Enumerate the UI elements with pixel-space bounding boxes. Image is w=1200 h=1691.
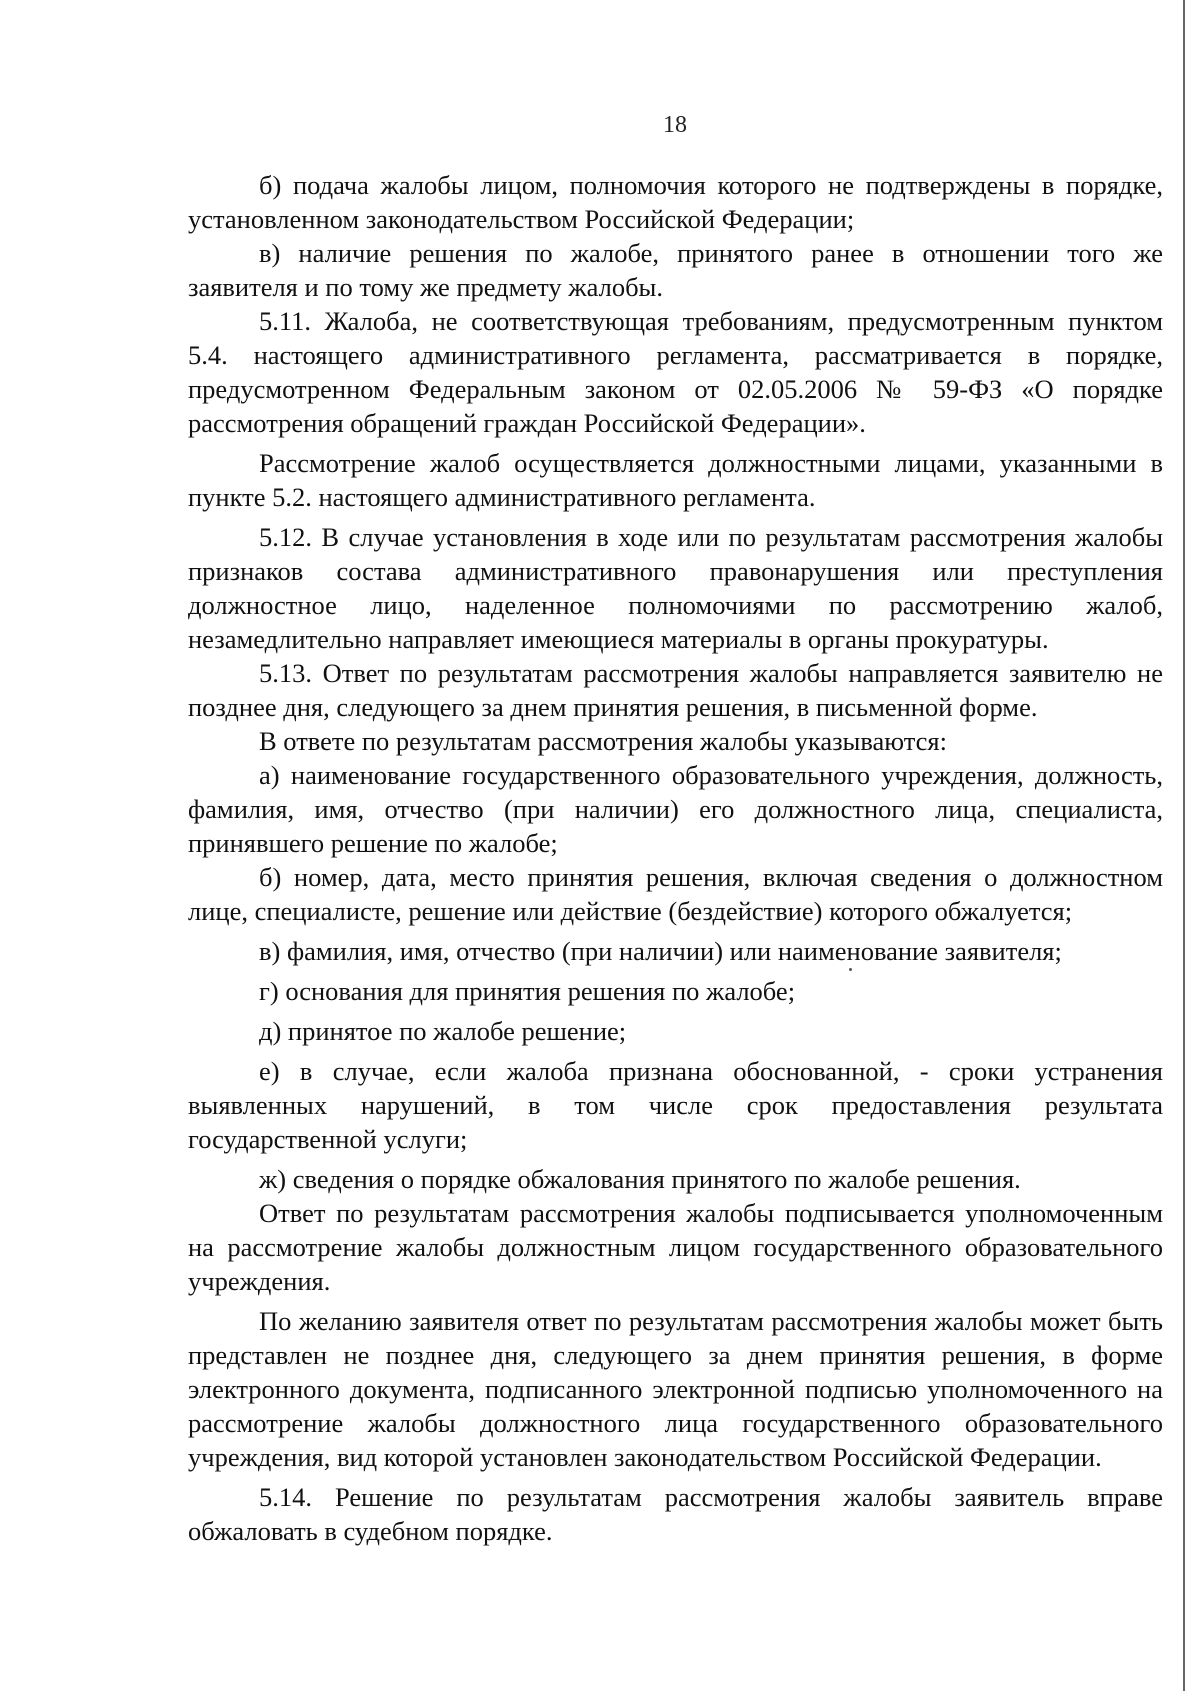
paragraph-prior-decision: в) наличие решения по жалобе, принятого ранее в отношении того же заявителя и по тому же предмету жалобы.	[188, 238, 1163, 302]
paragraph-complaint-unauthorized: б) подача жалобы лицом, полномочия которого не подтверждены в порядке, установленном законодательством Российской Федерации;	[188, 170, 1163, 234]
paragraph-item-zh: ж) сведения о порядке обжалования принятого по жалобе решения.	[259, 1164, 1021, 1194]
paragraph-electronic-answer: По желанию заявителя ответ по результатам рассмотрения жалобы может быть представлен не позднее дня, следующего за днем принятия решения, в форме электронного документа, подписанного электронной подписью уполномоченного на рассмотрение жалобы должностного лица государственного образовательного учреждения, вид которой установлен законодательством Российской Федерации.	[188, 1306, 1163, 1472]
paragraph-5-13: 5.13. Ответ по результатам рассмотрения жалобы направляется заявителю не позднее дня, следующего за днем принятия решения, в письменной форме.	[188, 658, 1163, 722]
paragraph-5-11: 5.11. Жалоба, не соответствующая требованиям, предусмотренным пунктом 5.4. настоящего административного регламента, рассматривается в порядке, предусмотренном Федеральным законом от 02.05.2006 № 59-ФЗ «О порядке рассмотрения обращений граждан Российской Федерации».	[188, 306, 1163, 438]
paragraph-review-officials: Рассмотрение жалоб осуществляется должностными лицами, указанными в пункте 5.2. настоящего административного регламента.	[188, 448, 1163, 512]
paragraph-5-14: 5.14. Решение по результатам рассмотрения жалобы заявитель вправе обжаловать в судебном порядке.	[188, 1482, 1163, 1546]
paragraph-item-v: в) фамилия, имя, отчество (при наличии) или наименование заявителя;	[259, 936, 1062, 966]
document-body	[188, 168, 1163, 1548]
paragraph-item-g: г) основания для принятия решения по жалобе;	[259, 976, 796, 1006]
scan-edge-line	[1183, 0, 1185, 1691]
paragraph-answer-contents: В ответе по результатам рассмотрения жалобы указываются:	[259, 726, 947, 756]
paragraph-item-d: д) принятое по жалобе решение;	[259, 1016, 627, 1046]
paragraph-answer-signed: Ответ по результатам рассмотрения жалобы подписывается уполномоченным на рассмотрение жалобы должностным лицом государственного образовательного учреждения.	[188, 1198, 1163, 1296]
paragraph-item-a: а) наименование государственного образовательного учреждения, должность, фамилия, имя, отчество (при наличии) его должностного лица, специалиста, принявшего решение по жалобе;	[188, 760, 1163, 858]
scan-dot-mark	[849, 968, 852, 971]
paragraph-item-e: е) в случае, если жалоба признана обоснованной, - сроки устранения выявленных нарушений, в том числе срок предоставления результата государственной услуги;	[188, 1056, 1163, 1154]
paragraph-5-12: 5.12. В случае установления в ходе или по результатам рассмотрения жалобы признаков состава административного правонарушения или преступления должностное лицо, наделенное полномочиями по рассмотрению жалоб, незамедлительно направляет имеющиеся материалы в органы прокуратуры.	[188, 522, 1163, 654]
paragraph-item-b: б) номер, дата, место принятия решения, включая сведения о должностном лице, специалисте, решение или действие (бездействие) которого обжалуется;	[188, 862, 1163, 926]
page-number: 18	[663, 112, 687, 138]
